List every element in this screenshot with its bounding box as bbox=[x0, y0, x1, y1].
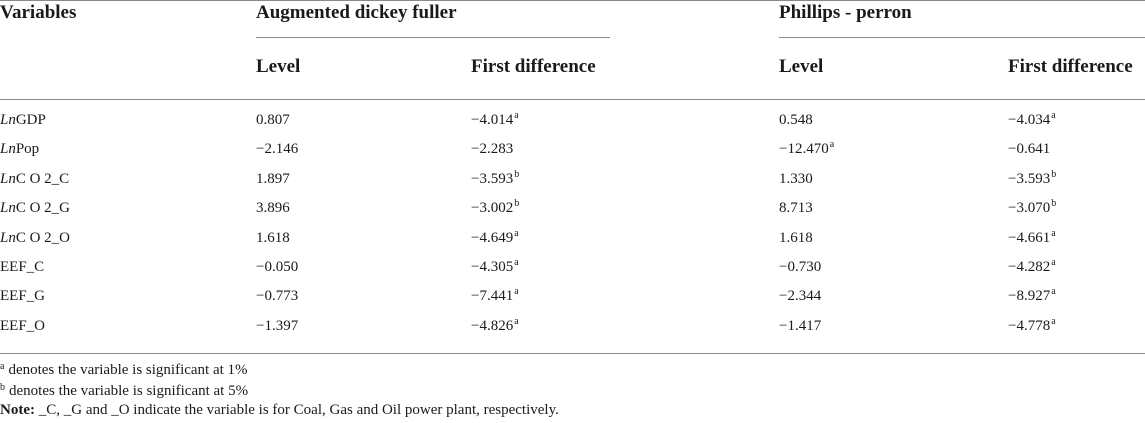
cell-pp-first bbox=[1008, 288, 1056, 305]
significance-mark: a bbox=[514, 110, 519, 121]
cell-value: −3.593 bbox=[471, 171, 514, 187]
variable-name: EEF_O bbox=[0, 318, 45, 334]
cell-value: −12.470 bbox=[779, 141, 829, 157]
cell-pp-first bbox=[1008, 141, 1050, 158]
cell-adf-level bbox=[256, 200, 290, 217]
cell-value: −1.397 bbox=[256, 318, 299, 334]
cell-pp-first bbox=[1008, 259, 1056, 276]
cell-pp-level bbox=[779, 171, 813, 188]
footnote-b-text: denotes the variable is significant at 5% bbox=[9, 383, 249, 399]
row-variable bbox=[0, 112, 46, 129]
cell-adf-level bbox=[256, 259, 298, 276]
cell-value: −0.050 bbox=[256, 259, 299, 275]
cell-adf-first bbox=[471, 288, 519, 305]
cell-adf-first bbox=[471, 230, 519, 247]
significance-mark: a bbox=[514, 316, 519, 327]
header-bottom-rule bbox=[0, 99, 1145, 100]
significance-mark: b bbox=[514, 169, 520, 180]
cell-adf-first bbox=[471, 171, 519, 188]
variable-name: GDP bbox=[15, 112, 46, 128]
footnote-b bbox=[0, 383, 248, 400]
adf-group-rule bbox=[256, 37, 610, 38]
cell-value: −4.649 bbox=[471, 230, 514, 246]
significance-mark: a bbox=[829, 139, 835, 150]
row-variable bbox=[0, 288, 45, 305]
cell-pp-first bbox=[1008, 200, 1056, 217]
row-variable bbox=[0, 141, 39, 158]
cell-value: −1.417 bbox=[779, 318, 822, 334]
variable-name: C O 2_G bbox=[15, 200, 71, 216]
header-adf: Augmented dickey fuller bbox=[256, 2, 457, 23]
significance-mark: a bbox=[1051, 286, 1056, 297]
cell-value: −0.773 bbox=[256, 288, 299, 304]
footnote-a-text: denotes the variable is significant at 1% bbox=[8, 362, 248, 378]
cell-pp-first bbox=[1008, 318, 1056, 335]
cell-adf-level bbox=[256, 318, 298, 335]
cell-value: −4.661 bbox=[1008, 230, 1051, 246]
cell-value: −8.927 bbox=[1008, 288, 1051, 304]
cell-adf-level bbox=[256, 288, 298, 305]
log-prefix: Ln bbox=[0, 171, 16, 187]
top-rule bbox=[0, 0, 1145, 1]
log-prefix: Ln bbox=[0, 112, 16, 128]
variable-name: EEF_C bbox=[0, 259, 45, 275]
cell-adf-first bbox=[471, 141, 513, 158]
cell-pp-first bbox=[1008, 230, 1056, 247]
cell-value: −4.034 bbox=[1008, 112, 1051, 128]
variable-name: Pop bbox=[15, 141, 40, 157]
cell-value: −3.593 bbox=[1008, 171, 1051, 187]
cell-value: −3.002 bbox=[471, 200, 514, 216]
cell-adf-first bbox=[471, 200, 519, 217]
cell-pp-level bbox=[779, 141, 834, 158]
variable-name: C O 2_O bbox=[15, 230, 71, 246]
cell-value: −2.344 bbox=[779, 288, 822, 304]
significance-mark: b bbox=[1051, 169, 1057, 180]
significance-mark: a bbox=[1051, 110, 1056, 121]
cell-pp-level bbox=[779, 112, 813, 129]
cell-pp-level bbox=[779, 288, 821, 305]
footnote-a bbox=[0, 362, 248, 379]
header-pp-level: Level bbox=[779, 56, 824, 77]
cell-pp-first bbox=[1008, 112, 1056, 129]
cell-value: −4.778 bbox=[1008, 318, 1051, 334]
row-variable bbox=[0, 200, 70, 217]
footnote-b-mark: b bbox=[0, 382, 5, 393]
header-adf-level: Level bbox=[256, 56, 301, 77]
cell-value: −0.730 bbox=[779, 259, 822, 275]
cell-adf-first bbox=[471, 318, 519, 335]
cell-pp-level bbox=[779, 200, 813, 217]
cell-value: −3.070 bbox=[1008, 200, 1051, 216]
cell-value: −4.826 bbox=[471, 318, 514, 334]
significance-mark: a bbox=[1051, 257, 1056, 268]
header-adf-first-difference: First difference bbox=[471, 56, 596, 77]
cell-adf-first bbox=[471, 259, 519, 276]
footnote-a-mark: a bbox=[0, 361, 5, 372]
significance-mark: a bbox=[1051, 228, 1056, 239]
significance-mark: a bbox=[514, 228, 519, 239]
cell-pp-level bbox=[779, 230, 813, 247]
cell-value: −4.305 bbox=[471, 259, 514, 275]
significance-mark: b bbox=[1051, 198, 1057, 209]
header-pp: Phillips - perron bbox=[779, 2, 912, 23]
cell-value: 1.330 bbox=[779, 171, 813, 187]
cell-pp-first bbox=[1008, 171, 1056, 188]
cell-adf-level bbox=[256, 230, 290, 247]
table-note bbox=[0, 402, 559, 419]
cell-value: 0.807 bbox=[256, 112, 290, 128]
cell-pp-level bbox=[779, 318, 821, 335]
significance-mark: a bbox=[514, 286, 519, 297]
cell-value: −7.441 bbox=[471, 288, 514, 304]
pp-group-rule bbox=[779, 37, 1145, 38]
note-label: Note: bbox=[0, 402, 35, 418]
cell-value: −2.283 bbox=[471, 141, 514, 157]
header-pp-first-difference: First difference bbox=[1008, 56, 1133, 77]
cell-adf-level bbox=[256, 141, 298, 158]
log-prefix: Ln bbox=[0, 230, 16, 246]
variable-name: EEF_G bbox=[0, 288, 45, 304]
cell-value: 1.897 bbox=[256, 171, 290, 187]
significance-mark: a bbox=[514, 257, 519, 268]
row-variable bbox=[0, 171, 69, 188]
cell-value: 1.618 bbox=[256, 230, 290, 246]
cell-value: −4.014 bbox=[471, 112, 514, 128]
bottom-rule bbox=[0, 353, 1145, 354]
cell-adf-first bbox=[471, 112, 519, 129]
cell-adf-level bbox=[256, 171, 290, 188]
log-prefix: Ln bbox=[0, 141, 16, 157]
log-prefix: Ln bbox=[0, 200, 16, 216]
header-variables: Variables bbox=[0, 2, 77, 23]
row-variable bbox=[0, 318, 45, 335]
cell-pp-level bbox=[779, 259, 821, 276]
significance-mark: b bbox=[514, 198, 520, 209]
cell-value: 8.713 bbox=[779, 200, 813, 216]
cell-value: −0.641 bbox=[1008, 141, 1051, 157]
note-text: _C, _G and _O indicate the variable is for Coal, Gas and Oil power plant, respectively. bbox=[34, 402, 559, 418]
row-variable bbox=[0, 230, 70, 247]
cell-value: 3.896 bbox=[256, 200, 290, 216]
row-variable bbox=[0, 259, 44, 276]
significance-mark: a bbox=[1051, 316, 1056, 327]
cell-value: 1.618 bbox=[779, 230, 813, 246]
variable-name: C O 2_C bbox=[15, 171, 70, 187]
cell-adf-level bbox=[256, 112, 290, 129]
cell-value: −4.282 bbox=[1008, 259, 1051, 275]
cell-value: 0.548 bbox=[779, 112, 813, 128]
cell-value: −2.146 bbox=[256, 141, 299, 157]
